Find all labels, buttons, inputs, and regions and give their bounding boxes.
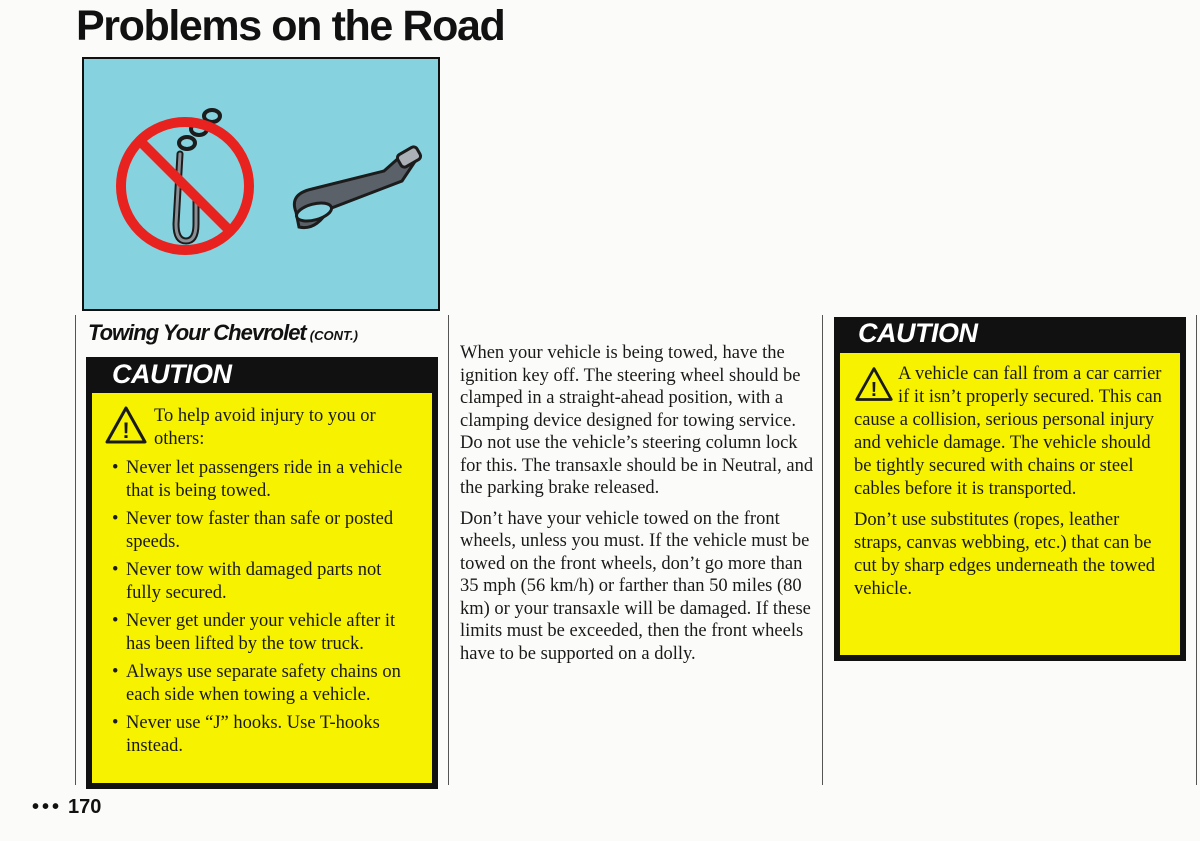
page-footer (32, 796, 101, 819)
caution-bullet: • Never get under your vehicle after it has been lifted by the tow truck. (112, 610, 414, 656)
towing-hook-illustration (82, 57, 440, 311)
section-heading (88, 320, 358, 346)
prohibited-j-hook-icon (121, 110, 249, 250)
towing-paragraph: When your vehicle is being towed, have the ignition key off. The steering wheel should be clamped in a straight-ahead position, with a clamping device designed for towing service. Do not use the vehicle’s steering column lock for this. The transaxle should be in Neutral, and the parking brake released. (460, 343, 814, 498)
caution-body-right (840, 353, 1180, 655)
caution-box-left (86, 357, 438, 789)
column-rule-edge (1196, 315, 1197, 785)
caution-box-right (834, 317, 1186, 661)
footer-dots: ••• (32, 796, 63, 818)
warning-triangle-icon (854, 365, 894, 403)
t-hook-icon (294, 145, 422, 227)
caution-bullet: • Never let passengers ride in a vehicle that is being towed. (112, 457, 414, 503)
towing-paragraph: Don’t have your vehicle towed on the front wheels, unless you must. If the vehicle must be towed on the front wheels, don’t go more than 35 mph (56 km/h) or farther than 50 miles (80 km) or your transaxle will be damaged. If these limits must be exceeded, then the front wheels have to be supported on a dolly. (460, 508, 811, 664)
column-rule-middle (448, 315, 449, 785)
section-heading-text: Towing Your Chevrolet (88, 320, 306, 345)
caution-bullet: • Never use “J” hooks. Use T-hooks instead. (112, 712, 414, 758)
page-title: Problems on the Road (76, 2, 505, 50)
caution-label-left: CAUTION (112, 359, 232, 389)
svg-text:!: ! (870, 378, 878, 401)
svg-text:!: ! (122, 418, 130, 443)
caution-label-right: CAUTION (858, 318, 978, 348)
column-rule-right (822, 315, 823, 785)
caution-bullet: • Never tow with damaged parts not fully secured. (112, 559, 414, 605)
section-heading-suffix: (CONT.) (309, 328, 358, 343)
warning-triangle-icon (104, 405, 148, 445)
page-number: 170 (68, 796, 102, 818)
caution-body-left (92, 393, 432, 783)
illustration-canvas (84, 59, 438, 309)
caution-bullet: • Never tow faster than safe or posted speeds. (112, 508, 414, 554)
towing-instructions (460, 342, 816, 673)
caution-paragraph-right: Don’t use substitutes (ropes, leather straps, canvas webbing, etc.) that can be cut by sharp edges underneath the towed vehicle. (854, 510, 1156, 599)
caution-intro-left: To help avoid injury to you or others: (154, 406, 376, 449)
caution-bullet-list (112, 457, 414, 758)
column-rule-left (75, 315, 76, 785)
caution-bullet: • Always use separate safety chains on each side when towing a vehicle. (112, 661, 414, 707)
caution-paragraph-right: A vehicle can fall from a car carrier if it isn’t properly secured. This can cause a collision, serious personal injury and vehicle damage. The vehicle should be tightly secured with chains or steel cables before it is transported. (854, 364, 1162, 499)
